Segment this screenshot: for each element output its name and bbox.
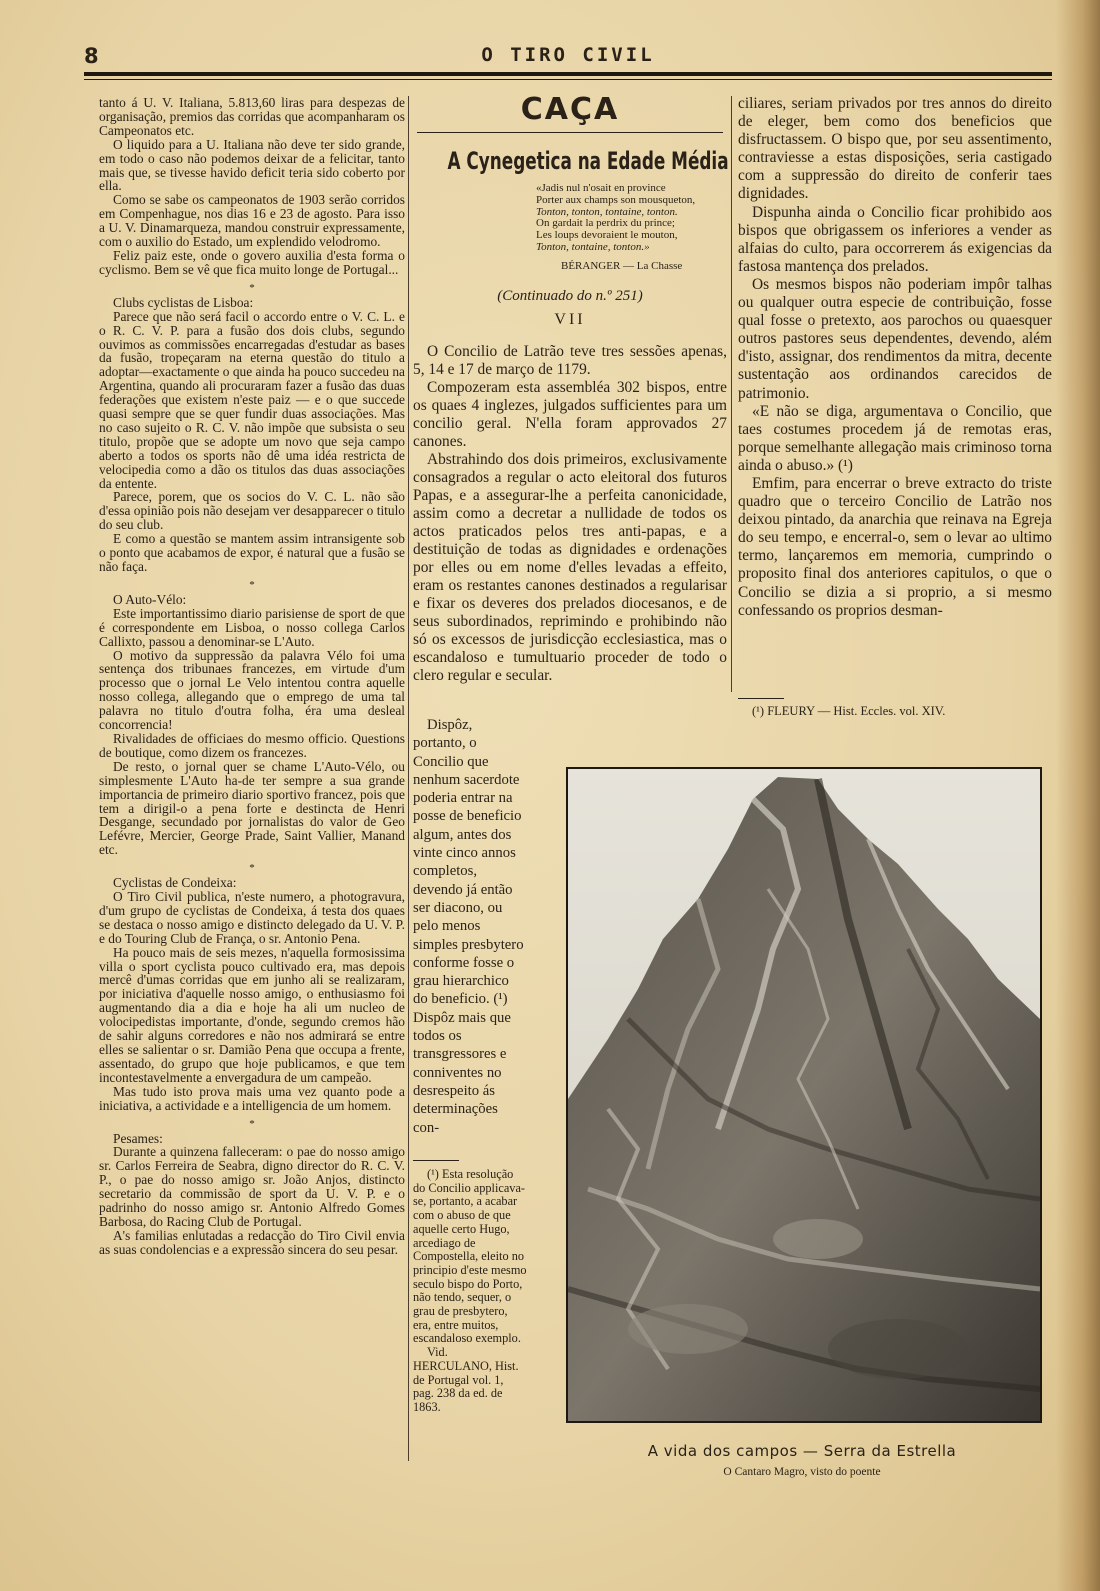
footnote-reference: Vid. HERCULANO, Hist. de Portugal vol. 1, pag. 238 da ed. de 1863. [413,1345,519,1414]
footnote-text: (¹) Esta resolução do Concilio applicava-se, portanto, a acabar com o abuso de que aquelle certo Hugo, arcediago de Compostella, eleito no principio d'este mesmo seculo bispo do Porto, não tendo, sequer, o grau de presbytero, era, entre muitos, escandaloso exemplo. [413,1167,527,1346]
narrow-footnote [413,1168,527,1415]
news-paragraph: De resto, o jornal quer se chame L'Auto-Vélo, ou simplesmente L'Auto ha-de ter sempre a sua grande importancia de primeiro diario sportivo francez, pois que tem a dirigil-o a pena forte e destincta de Henri Desgange, secundado por jornalistas do valor de Geo Lefévre, Mercier, George Prade, Saint Vallier, Manand etc. [99,758,405,858]
news-paragraph: Parece que não será facil o accordo entre o V. C. L. e o R. C. V. P. para a fusão dos dois clubs, segundo ouvimos as commissões encarregadas d'estudar as bases da fusão, tropeçaram na eterna questão do titulo a adoptar—exactamente o que ainda ha pouco succedeu na Argentina, quando ali procuraram fazer a fusão das duas federações que existem n'este paiz — e o que succede quasi sempre que se quer fundir duas associações. Mas no caso sujeito o R. C. V. não impõe que subsista o seu titulo, propõe que se adopte um novo que seja campo aberto a todos os sports não dê uma idéa restricta de velocipedia como a dão os titulos das duas associações da entente. [99,308,405,491]
section-rule [417,132,723,133]
section-separator: * [249,1117,255,1130]
article-paragraph: O Concilio de Latrão teve tres sessões apenas, 5, 14 e 17 de março de 1179. [413,342,727,378]
page-header [84,44,1052,68]
news-paragraph: Feliz paiz este, onde o govero auxilia d'esta forma o cyclismo. Bem se vê que fica muito longe de Portugal... [99,247,405,277]
article-paragraph: Compozeram esta assembléa 302 bispos, entre os quaes 4 inglezes, julgados sufficientes para um concilio geral. N'ella foram approvados 27 canones. [413,378,727,450]
column-divider-right [731,96,732,692]
mountain-engraving [568,769,1040,1421]
news-paragraph: Parece, porem, que os socios do V. C. L. não são d'essa opinião pois não desejam ver desapparecer o titulo do seu club. [99,489,405,533]
news-paragraph: Clubs cyclistas de Lisboa: [113,294,254,310]
article-paragraph: Os mesmos bispos não poderiam impôr talhas ou qualquer outra especie de contribuição, fosse qual fosse o pretexto, aos parochos ou quaesquer outros pastores seus dependentes, devendo, além d'isto, assignar, dos rendimentos da mitra, decente sustentação aos ordinandos carecidos de patrimonio. [738,275,1052,402]
news-paragraph: tanto á U. V. Italiana, 5.813,60 liras para despezas de organisação, premios das corridas que acompanharam os Campeonatos etc. [99,95,405,138]
news-paragraph: Mas tudo isto prova mais uma vez quanto pode a iniciativa, a actividade e a intelligencia de um homem. [99,1083,405,1113]
epigraph-line: Porter aux champs son mousqueton, [536,193,696,206]
epigraph-line: Tonton, tontaine, tonton.» [536,240,650,253]
footnote-rule [413,1160,459,1161]
news-paragraph: Como se sabe os campeonatos de 1903 serão corridos em Compenhague, nos dias 16 e 23 de agosto. Para isso a U. V. Dinamarqueza, mandou construir expressamente, com o auxilio do Estado, um explendido velodromo. [99,192,405,250]
narrow-paragraph: Dispôz, portanto, o Concilio que nenhum sacerdote poderia entrar na posse de beneficio algum, antes dos vinte cinco annos completos, devendo já então ser diacono, ou pelo menos simples presbytero conforme fosse o grau hierarchico do beneficio. (¹) Dispôz mais que todos os transgressores e conniventes no desrespeito ás determinações con- [413,717,524,1136]
right-footnote-rule [738,698,784,699]
epigraph-line: Tonton, tonton, tontaine, tonton. [536,205,678,218]
news-paragraph: O liquido para a U. Italiana não deve ter sido grande, em todo o caso não podemos deixar de a felicitar, tanto mais que, se tivesse havido deficit teria sido coberto por ella. [99,136,405,194]
news-paragraph: Durante a quinzena falleceram: o pae do nosso amigo sr. Carlos Ferreira de Seabra, digno director do R. C. V. P., o pae do nosso amigo sr. João Anjos, distincto secretario da commissão de sport da U. V. P. e o padrinho do nosso amigo sr. Antonio Alfredo Gomes Barbosa, do Racing Club de Portugal. [99,1144,405,1229]
page-number: 8 [84,44,99,68]
article-header-and-body [413,92,727,685]
header-rule-thin [84,79,1052,80]
article-paragraph: Dispunha ainda o Concilio ficar prohibido aos bispos que obrigassem os inferiores a vender as alfaias do culto, para occorrerem ás exigencias da fastosa mantença dos prelados. [738,203,1052,275]
article-body [413,343,727,685]
article-paragraph: Abstrahindo dos dois primeiros, exclusivamente consagrados a regular o acto eleitoral dos futuros Papas, e a assegurar-lhe a perfeita canonicidade, assim como a decretar a nullidade de todos os actos praticados pelos tres anti-papas, e a destituição de todas as dignidades e ordenações por elles ou em nome d'elles levadas a effeito, eram os restantes canones destinados a regularisar e fixar os deveres dos prelados diocesanos, e de seus subordinados, reprimindo e prohibindo não só os excessos de jurisdicção ecclesiastica, mas o escandaloso e tumultuario proceder de todo o clero regular e secular. [413,450,727,684]
photo-caption: A vida dos campos — Serra da Estrella [647,1442,957,1460]
news-paragraph: Ha pouco mais de seis mezes, n'aquella formosissima villa o sport cyclista pouco cultivado era, mas depois mercê d'umas corridas que em junho ali se realizaram, por iniciativa d'aquelle nosso amigo, o enthusiasmo foi augmentando dia a dia e hoje ha ali um nucleo de volocipedistas importante, d'onde, segundo cremos hão de sahir alguns corredores e não nos admirará se entre elles se salientar o sr. Damião Pena que occupa a frente, assentado, do grupo que hoje publicamos, e que tem incontestavelmente a envergadura de um campeão. [99,944,405,1085]
news-paragraph: Rivalidades de officiaes do mesmo officio. Questions de boutique, como dizem os francezes. [99,730,405,760]
news-paragraph: O motivo da suppressão da palavra Vélo foi uma sentença dos tribunaes francezes, em virtude d'um processo que o jornal Le Velo intentou contra aquelle nosso collega, allegando que o emprego de uma tal palavra no titulo d'outra folha, éra uma desleal concorrencia! [99,647,405,733]
section-title: CAÇA [520,92,620,127]
epigraph-line: Les loups devoraient le mouton, [536,229,678,242]
epigraph-line: On gardait la perdrix du prince; [536,217,675,230]
page-edge-shadow [1056,0,1100,1591]
article-right-column [738,95,1052,620]
news-paragraph: O Auto-Vélo: [113,591,187,607]
news-paragraph: Pesames: [113,1130,163,1146]
epigraph [536,183,727,254]
epigraph-source: BÉRANGER — La Chasse [561,259,683,272]
column-divider-left [408,96,409,1461]
header-rule-thick [84,72,1052,76]
news-paragraph: A's familias enlutadas a redacção do Tiro Civil envia as suas condolencias e a expressão sincera do seu pesar. [99,1227,405,1257]
news-paragraph: Este importantissimo diario parisiense de sport de que é correspondente em Lisboa, o nosso collega Carlos Callixto, passou a denominar-se L'Auto. [99,605,405,649]
section-separator: * [249,578,255,591]
right-footnote: (¹) FLEURY — Hist. Eccles. vol. XIV. [752,704,946,718]
news-paragraph: O Tiro Civil publica, n'este numero, a photogravura, d'um grupo de cyclistas de Condeixa, á testa dos quaes se destaca o nosso amigo e distincto delegado da U. V. P. e do Touring Club de França, o sr. Antonio Pena. [99,889,405,946]
mountain-photograph [566,767,1042,1423]
photo-subcaption: O Cantaro Magro, visto do poente [723,1466,881,1478]
article-title: A Cynegetica na Edade Média [447,147,729,175]
section-separator: * [249,862,255,875]
article-paragraph: ciliares, seriam privados por tres annos do direito de eleger, bem como dos beneficios que disfructassem. O bispo que, por seu assentimento, contraviesse a estas disposições, seria castigado com a suppressão do direito de conferir taes dignidades. [738,95,1052,203]
article-paragraph: Emfim, para encerrar o breve extracto do triste quadro que o terceiro Concilio de Latrão nos deixou pintado, da anarchia que reinava na Egreja do seu tempo, e encerral-o, sem o levar ao ultimo termo, lançaremos em memoria, cumprindo o proposito final dos anteriores capitulos, o que o Concilio se dizia a si proprio, a si mesmo confessando os proprios desman- [738,474,1052,619]
masthead: O TIRO CIVIL [481,44,655,66]
epigraph-line: «Jadis nul n'osait en province [536,182,666,194]
news-paragraph: Cyclistas de Condeixa: [113,875,237,891]
continued-note: (Continuado do n.º 251) [497,287,643,304]
article-paragraph: «E não se diga, argumentava o Concilio, que taes costumes procedem já de remotas eras, porque semelhante allegação mais criminoso torna ainda o abuso.» (¹) [738,402,1052,474]
section-separator: * [249,281,255,294]
article-narrow-column [413,716,527,1137]
left-column-news [99,96,405,1257]
news-paragraph: E como a questão se mantem assim intransigente sob o ponto que acabamos de expor, é natural que a fusão se não faça. [99,531,405,574]
chapter-number: VII [554,310,586,328]
